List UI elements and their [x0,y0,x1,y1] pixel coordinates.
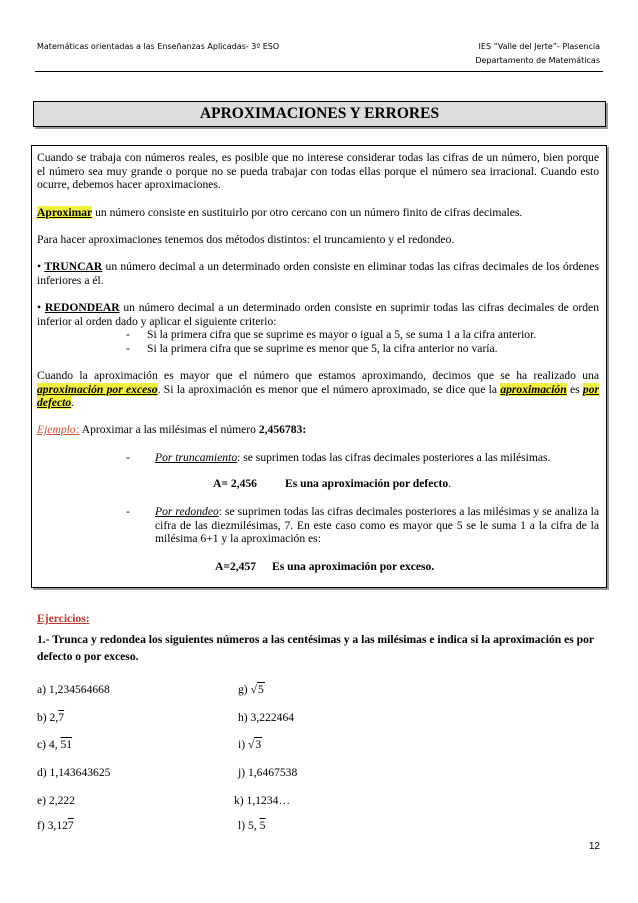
exercise-item-d: d) 1,143643625 [37,766,111,779]
header-rule [35,71,603,72]
sqrt-icon: √5 [250,683,264,696]
round-result: A=2,457 [215,560,257,573]
defecto-term-a: aproximación [500,382,567,396]
trunc-result: A= 2,456 [213,477,257,490]
header-course: Matemáticas orientadas a las Enseñanzas Aplicadas- 3º ESO [37,42,280,51]
bullet: • [37,260,42,273]
defecto-term-b: por defecto [37,382,599,409]
exercise-item-k: k) 1,1234… [234,794,291,807]
exceso-paragraph: Cuando la aproximación es mayor que el número que estamos aproximando, decimos que se ha realizado una aproximación por exceso. Si la aproximación es menor que el número aproximado, se dice que la aproximación es por defecto. [37,369,599,409]
exercise-item-l: l) 5, 5 [238,819,266,832]
exercise-item-c: c) 4, 51 [37,738,73,751]
exercise-item-f: f) 3,127 [37,819,74,832]
intro-paragraph: Cuando se trabaja con números reales, es posible que no interese considerar todas las cifras de un número, bien porque el número sea muy grande o porque no se pueda trabajar con todas ellas porque el número sea irracional. Cuando esto ocurre, debemos hacer aproximaciones. [37,151,599,191]
exceso-term: aproximación por exceso [37,382,158,396]
exercise-item-e: e) 2,222 [37,794,75,807]
trunc-label: Por truncamiento [155,451,238,464]
bullet: • [37,301,42,314]
example-paragraph: Ejemplo: Aproximar a las milésimas el número 2,456783: [37,423,307,436]
aproximar-term: Aproximar [37,206,93,219]
exercise-item-h: h) 3,222464 [238,711,295,724]
round-paragraph: Por redondeo: se suprimen todas las cifras decimales posteriores a las milésimas y se analiza la cifra de las diezmilésimas, 7. En este caso como es mayor que 5 se le suma 1 a la cifra de la milésima 6+1 y la aproximación es: [155,505,599,545]
page-title: APROXIMACIONES Y ERRORES [199,105,440,122]
rule1-dash: - [126,328,130,341]
exercise-1-statement: 1.- Trunca y redondea los siguientes números a las centésimas y a las milésimas e indica si la aproximación es por defecto o por exceso. [37,633,594,663]
page-number: 12 [588,841,600,852]
exercise-item-a: a) 1,234564668 [37,683,110,696]
trunc-dash: - [126,451,130,464]
redondear-paragraph: • REDONDEAR un número decimal a un determinado orden consiste en suprimir todas las cifras decimales de orden inferior al orden dado y aplicar el siguiente criterio: [37,301,599,328]
methods-paragraph: Para hacer aproximaciones tenemos dos métodos distintos: el truncamiento y el redondeo. [37,233,455,246]
truncar-term: TRUNCAR [44,260,103,273]
example-label: Ejemplo: [37,423,80,436]
exercises-heading: Ejercicios: [37,612,90,625]
truncar-paragraph: • TRUNCAR un número decimal a un determinado orden consiste en eliminar todas las cifras decimales de los órdenes inferiores a él. [37,260,599,287]
exercise-item-g: g) √5 [238,683,264,696]
trunc-note-line: Es una aproximación por defecto. [285,477,452,490]
header-school: IES “Valle del Jerte”- Plasencia [478,42,600,51]
sqrt-icon: √3 [247,738,262,751]
redondear-term: REDONDEAR [44,301,120,314]
round-note: Es una aproximación por exceso. [272,560,435,573]
title-box [33,101,606,127]
rule2-dash: - [126,342,130,355]
exercise-item-b: b) 2,7 [37,711,65,724]
exercise-item-i: i) √3 [238,738,262,751]
redondear-rule-2: Si la primera cifra que se suprime es menor que 5, la cifra anterior no varía. [147,342,498,355]
header-department: Departamento de Matemáticas [475,56,600,65]
trunc-line: Por truncamiento: se suprimen todas las cifras decimales posteriores a las milésimas. [155,451,551,464]
round-dash: - [126,505,130,518]
round-label: Por redondeo [155,505,219,518]
redondear-rule-1: Si la primera cifra que se suprime es mayor o igual a 5, se suma 1 a la cifra anterior. [147,328,537,341]
example-number: 2,456783: [258,423,307,436]
exercise-item-j: j) 1,6467538 [238,766,298,779]
aproximar-paragraph: Aproximar un número consiste en sustituirlo por otro cercano con un número finito de cifras decimales. [37,206,523,219]
trunc-note: Es una aproximación por defecto [285,477,449,490]
